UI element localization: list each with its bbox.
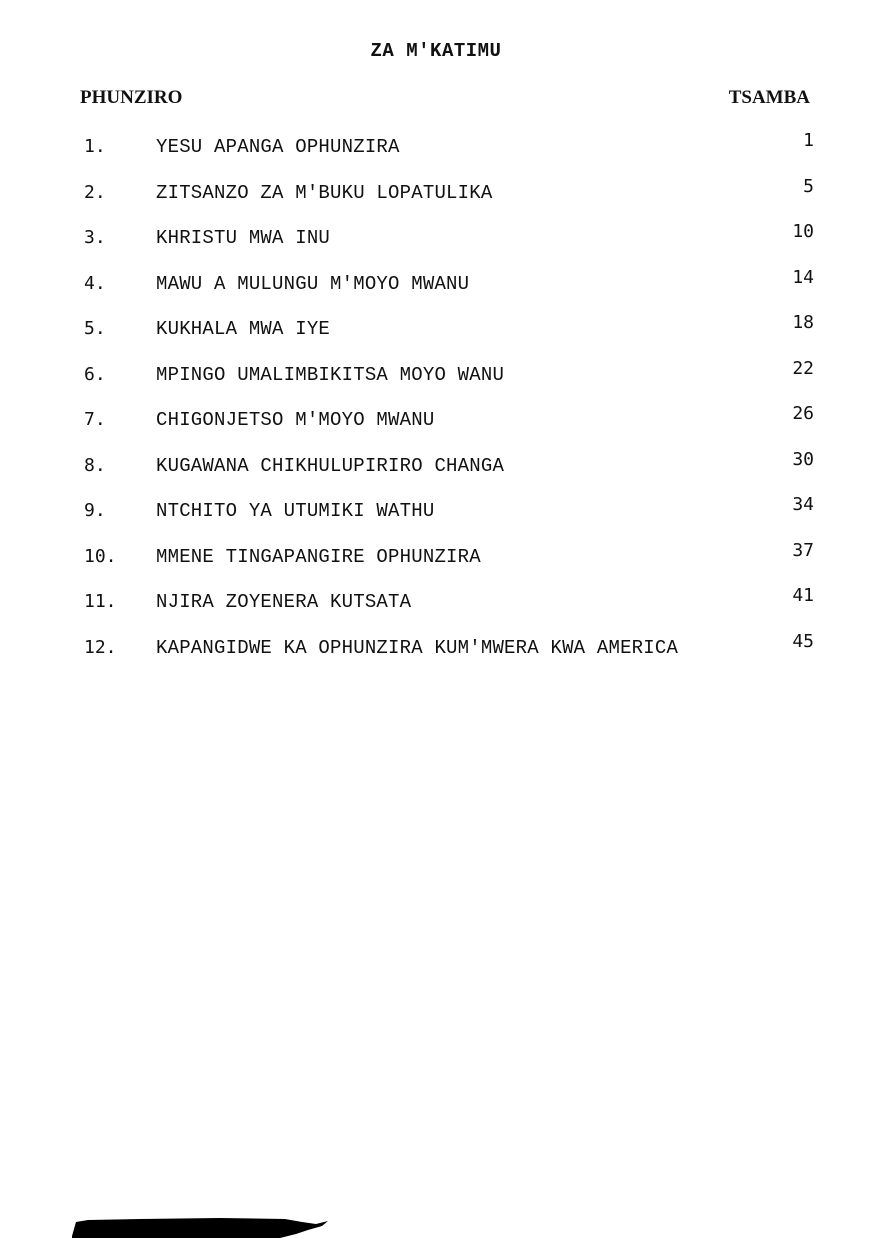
entry-page: 37 — [792, 539, 814, 561]
entry-number: 11. — [84, 591, 117, 612]
entry-number: 10. — [84, 545, 117, 567]
entry-page: 22 — [792, 357, 814, 379]
toc-entry — [0, 267, 872, 313]
entry-page: 41 — [792, 585, 814, 606]
entry-number: 8. — [84, 454, 106, 476]
toc-entry — [0, 358, 872, 404]
toc-entry — [0, 631, 872, 677]
entry-title: NJIRA ZOYENERA KUTSATA — [156, 591, 412, 613]
lesson-column-header: PHUNZIRO — [80, 87, 183, 108]
entry-page: 34 — [792, 494, 814, 515]
entry-page: 18 — [792, 312, 814, 333]
toc-entry — [0, 130, 872, 176]
toc-entry — [0, 494, 872, 540]
entry-title: NTCHITO YA UTUMIKI WATHU — [156, 500, 435, 522]
entry-title: MPINGO UMALIMBIKITSA MOYO WANU — [156, 363, 505, 386]
entry-number: 12. — [84, 636, 117, 658]
toc-entry — [0, 221, 872, 267]
entry-page: 26 — [792, 403, 814, 424]
entry-title: MAWU A MULUNGU M'MOYO MWANU — [156, 272, 470, 295]
toc-entry — [0, 585, 872, 631]
entry-number: 2. — [84, 181, 106, 203]
ink-smudge-shape — [72, 1218, 328, 1238]
scan-ink-smudge — [70, 1214, 330, 1238]
toc-entry — [0, 540, 872, 586]
table-of-contents — [0, 130, 872, 676]
page-column-header: TSAMBA — [728, 87, 810, 108]
entry-title: ZITSANZO ZA M'BUKU LOPATULIKA — [156, 181, 493, 204]
entry-page: 14 — [792, 266, 814, 288]
entry-page: 10 — [792, 221, 814, 242]
entry-title: YESU APANGA OPHUNZIRA — [156, 136, 400, 158]
entry-number: 9. — [84, 500, 106, 521]
entry-page: 1 — [803, 130, 814, 151]
entry-number: 6. — [84, 363, 106, 385]
toc-entry — [0, 176, 872, 222]
entry-page: 30 — [792, 448, 814, 470]
entry-title: KUKHALA MWA IYE — [156, 318, 331, 340]
entry-title: KUGAWANA CHIKHULUPIRIRO CHANGA — [156, 454, 505, 477]
entry-page: 5 — [803, 175, 814, 197]
toc-entry — [0, 449, 872, 495]
entry-number: 1. — [84, 136, 106, 157]
entry-number: 7. — [84, 409, 106, 430]
entry-number: 5. — [84, 318, 106, 339]
entry-title: MMENE TINGAPANGIRE OPHUNZIRA — [156, 545, 481, 568]
entry-title: CHIGONJETSO M'MOYO MWANU — [156, 409, 435, 431]
page-title: ZA M'KATIMU — [370, 40, 502, 62]
entry-number: 3. — [84, 227, 106, 248]
toc-entry — [0, 403, 872, 449]
entry-title: KHRISTU MWA INU — [156, 227, 331, 249]
toc-entry — [0, 312, 872, 358]
entry-title: KAPANGIDWE KA OPHUNZIRA KUM'MWERA KWA AMERICA — [156, 636, 679, 659]
entry-page: 45 — [792, 630, 814, 652]
entry-number: 4. — [84, 272, 106, 294]
